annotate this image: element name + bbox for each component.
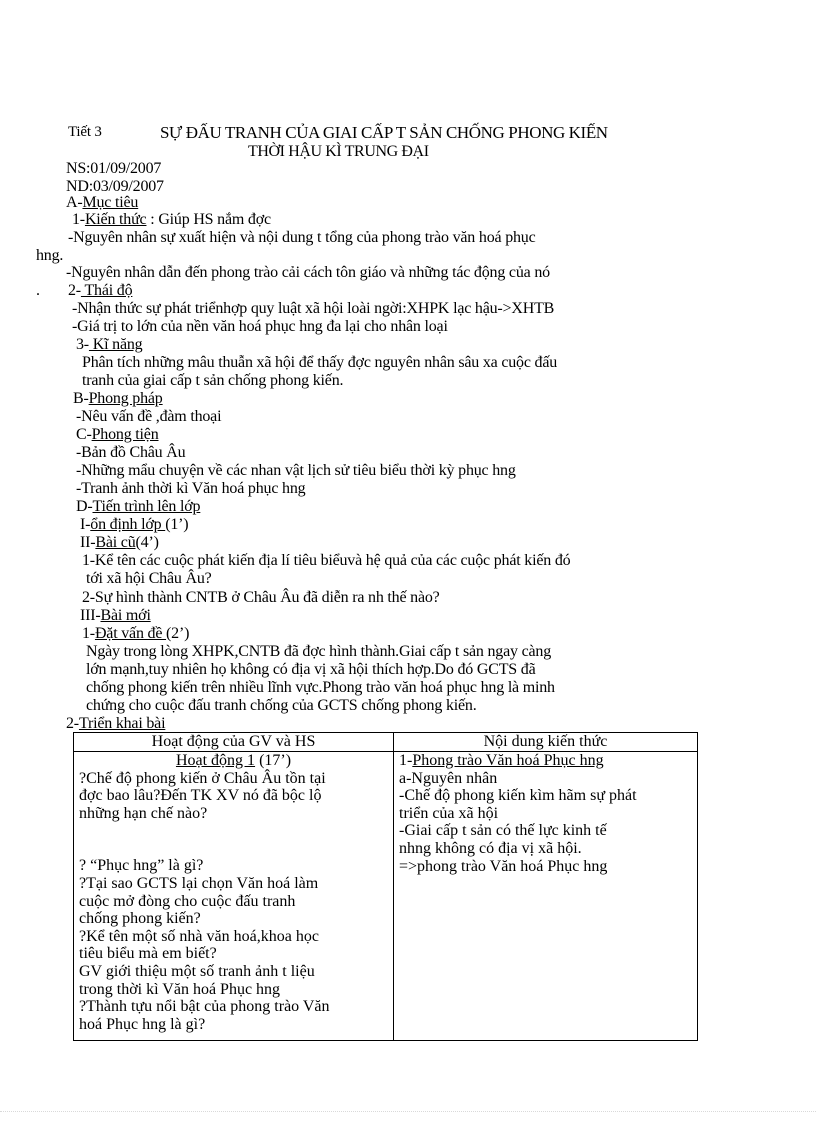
section-c-heading: C-Phong tiện (76, 426, 159, 443)
introduction-line-4: chứng cho cuộc đấu tranh chống của GCTS chống phong kiến. (86, 697, 477, 714)
page-subtitle: THỜI HẬU KÌ TRUNG ĐẠI (248, 143, 429, 160)
means-line-2: -Những mẩu chuyện về các nhan vật lịch sử tiêu biểu thời kỳ phục hng (76, 462, 516, 479)
knowledge-line-2: -Nguyên nhân dẫn đến phong trào cải cách tôn giáo và những tác động của nó (66, 264, 550, 281)
activity-question-3-end: chống phong kiến? (79, 910, 201, 928)
ns-date: NS:01/09/2007 (66, 160, 162, 177)
content-cell (394, 752, 698, 1041)
activity-question-1-cont: đợc bao lâu?Đến TK XV nó đã bộc lộ (79, 787, 322, 805)
table-header-content: Nội dung kiến thức (394, 733, 698, 752)
skill-line-1: Phân tích những mâu thuẫn xã hội để thấy đợc nguyên nhân sâu xa cuộc đấu (82, 354, 558, 371)
content-line-1-cont: triển của xã hội (399, 804, 499, 822)
table-header-activities: Hoạt động của GV và HS (74, 733, 394, 752)
nd-date: ND:03/09/2007 (66, 178, 164, 195)
table-row (74, 752, 698, 1041)
new-lesson-heading: III-Bài mới (80, 607, 151, 624)
lesson-number: Tiết 3 (68, 124, 102, 140)
knowledge-line-2-cont: . (36, 282, 40, 299)
class-order-heading: I-ổn định lớp (1’) (80, 516, 189, 533)
activity-question-4-cont: tiêu biểu mà em biết? (79, 945, 217, 963)
attitude-line-1: -Nhận thức sự phát triểnhợp quy luật xã hội loài ngời:XHPK lạc hậu->XHTB (72, 300, 555, 317)
content-subheading: a-Nguyên nhân (399, 769, 498, 787)
activity-question-1-end: những hạn chế nào? (79, 804, 208, 822)
skill-line-2: tranh của giai cấp t sản chống phong kiến. (82, 372, 344, 389)
content-line-1: -Chế độ phong kiến kìm hãm sự phát (399, 787, 637, 805)
section-a-heading: A-Mục tiêu (66, 194, 139, 211)
attitude-line-2: -Giá trị to lớn của nền văn hoá phục hng đa lại cho nhân loại (72, 318, 448, 335)
activity-question-3: ?Tại sao GCTS lại chọn Văn hoá làm (79, 874, 319, 892)
spacer (79, 822, 388, 857)
content-line-2: -Giai cấp t sản có thế lực kinh tế (399, 822, 607, 840)
activity-question-4: ?Kể tên một số nhà văn hoá,khoa học (79, 927, 319, 945)
introduction-line-1: Ngày trong lòng XHPK,CNTB đã đợc hình thành.Giai cấp t sản ngay càng (86, 643, 551, 660)
page-title: SỰ ĐẤU TRANH CỦA GIAI CẤP T SẢN CHỐNG PHONG KIẾN (160, 123, 608, 142)
skill-heading: 3- Kĩ năng (76, 336, 143, 353)
activity-question-5-cont: hoá Phục hng là gì? (79, 1015, 206, 1033)
section-d-heading: D-Tiến trình lên lớp (76, 498, 201, 515)
attitude-heading: 2- Thái độ (68, 282, 133, 299)
means-line-1: -Bản đồ Châu Âu (76, 444, 186, 461)
content-heading: 1-Phong trào Văn hoá Phục hng (399, 752, 604, 769)
activity-question-3-cont: cuộc mở đòng cho cuộc đấu tranh (79, 892, 296, 910)
introduction-heading: 1-Đặt vấn đề (2’) (82, 625, 190, 642)
table-header-row (74, 733, 698, 752)
means-line-3: -Tranh ảnh thời kì Văn hoá phục hng (76, 480, 306, 497)
activity-question-2: ? “Phục hng” là gì? (79, 857, 204, 875)
content-conclusion: =>phong trào Văn hoá Phục hng (399, 857, 608, 875)
activities-cell (74, 752, 394, 1041)
knowledge-line-1-cont: hng. (36, 247, 64, 264)
method-line-1: -Nêu vấn đề ,đàm thoại (76, 408, 222, 425)
knowledge-line-1: -Nguyên nhân sự xuất hiện và nội dung t tổng của phong trào văn hoá phục (68, 229, 536, 246)
page-bottom-divider (0, 1111, 816, 1112)
activity-note-1-cont: trong thời kì Văn hoá Phục hng (79, 980, 281, 998)
activity-question-5: ?Thành tựu nổi bật của phong trào Văn (79, 998, 330, 1016)
section-b-heading: B-Phong pháp (73, 390, 163, 407)
old-lesson-question-2: 2-Sự hình thành CNTB ở Châu Âu đã diễn ra nh thế nào? (82, 589, 440, 606)
old-lesson-question-1: 1-Kể tên các cuộc phát kiến địa lí tiêu biểuvà hệ quả của các cuộc phát kiến đó (82, 552, 571, 569)
lesson-table (73, 732, 698, 1041)
knowledge-heading: 1-Kiến thức : Giúp HS nắm đợc (72, 211, 271, 228)
content-line-2-cont: nhng không có địa vị xã hội. (399, 839, 582, 857)
lesson-development-heading: 2-Triển khai bài (66, 715, 166, 732)
old-lesson-heading: II-Bài cũ(4’) (80, 534, 159, 551)
activity-note-1: GV giới thiệu một số tranh ảnh t liệu (79, 962, 315, 980)
activity-question-1: ?Chế độ phong kiến ở Châu Âu tồn tại (79, 769, 326, 787)
introduction-line-3: chống phong kiến trên nhiều lĩnh vực.Phong trào văn hoá phục hng là minh (86, 679, 555, 696)
activity-heading: Hoạt động 1 (17’) (175, 752, 292, 769)
old-lesson-question-1-cont: tới xã hội Châu Âu? (86, 570, 212, 587)
introduction-line-2: lớn mạnh,tuy nhiên họ không có địa vị xã hội thích hợp.Do đó GCTS đã (86, 661, 536, 678)
